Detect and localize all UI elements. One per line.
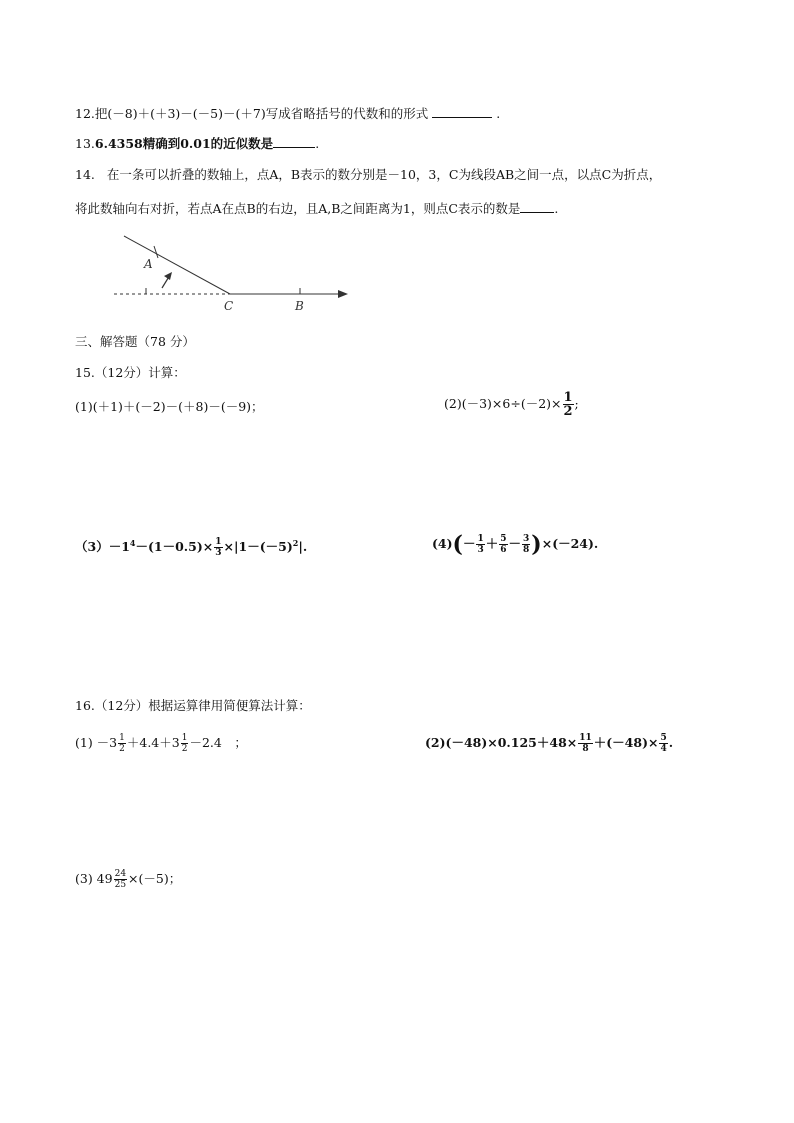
q15-p3-exp: 4 (129, 538, 136, 548)
tick-a (154, 246, 158, 258)
q16-p2-mid: ＋(－48)× (593, 735, 659, 750)
frac-den: 3 (477, 545, 484, 555)
frac-den: 4 (660, 744, 667, 754)
q14-number: 14. (75, 167, 95, 182)
frac-den: 8 (523, 545, 530, 555)
question-14-line-2 (75, 199, 558, 218)
q16-p1-mid: ＋4.4＋3 (126, 735, 180, 750)
question-13 (75, 134, 319, 153)
frac-den: 8 (582, 744, 589, 754)
frac-num: 11 (579, 733, 592, 743)
q12-number: 12. (75, 106, 95, 121)
frac-den: 25 (114, 880, 127, 890)
q14-line2: 将此数轴向右对折，若点A在点B的右边，且A,B之间距离为1，则点C表示的数是 (75, 201, 521, 216)
q15-title: 15.（12分）计算： (75, 365, 186, 380)
fraction-11-8 (578, 733, 593, 754)
q16-part-2 (425, 733, 673, 754)
q15-p4-pre: (4) (432, 536, 453, 551)
frac-den: 3 (215, 548, 222, 559)
q14-end: . (554, 201, 559, 216)
fraction-3-8 (522, 534, 530, 555)
frac-num: 1 (215, 537, 222, 548)
fraction-5-4 (659, 733, 667, 754)
left-paren: ( (452, 531, 463, 558)
q16-p2-pre: (2)(－48)×0.125＋48× (425, 735, 578, 750)
q16-part-1 (75, 733, 247, 754)
frac-den: 6 (500, 545, 507, 555)
q15-part-2 (444, 391, 579, 418)
label-b: B (295, 299, 304, 313)
frac-den: 2 (563, 404, 573, 419)
fraction-1-2-a (118, 733, 126, 754)
label-a: A (144, 257, 153, 271)
q16-p1-pre: (1) －3 (75, 735, 118, 750)
q15-p3-exp2: 2 (292, 538, 299, 548)
q15-p4-sign-c: － (508, 536, 522, 551)
q15-p3-mid: －(1－0.5)× (135, 539, 214, 555)
fraction-5-6 (499, 534, 507, 555)
q15-p2-end: ; (574, 396, 579, 411)
q15-p3-post: ×|1－(－5) (223, 539, 293, 555)
q16-p1-end: －2.4 ； (189, 735, 247, 750)
question-14-line-1 (75, 166, 661, 184)
q15-p2-expr: (2)(－3)×6÷(－2)× (444, 396, 562, 411)
frac-num: 5 (500, 534, 507, 544)
q15-p4-sign-b: ＋ (485, 536, 499, 551)
fraction-one-half (563, 391, 574, 418)
q15-p4-sign-a: － (462, 536, 476, 551)
q14-answer-blank[interactable] (520, 199, 554, 213)
q16-p3-pre: (3) 49 (75, 871, 113, 886)
fraction-1-2-b (181, 733, 189, 754)
question-12 (75, 104, 500, 123)
q15-part-4 (432, 531, 599, 558)
frac-num: 5 (660, 733, 667, 743)
right-paren: ) (531, 531, 542, 558)
frac-num: 1 (563, 390, 573, 405)
frac-den: 2 (181, 744, 188, 754)
q15-p3-pre: （3）－1 (75, 539, 130, 555)
frac-den: 2 (119, 744, 125, 754)
q15-p4-end: ×(－24). (541, 536, 599, 551)
q12-text: 把(－8)＋(＋3)－(－5)－(＋7)写成省略括号的代数和的形式 (94, 106, 429, 121)
q14-line1: 在一条可以折叠的数轴上，点A，B表示的数分别是－10，3，C为线段AB之间一点，以点C为折点， (106, 167, 662, 182)
frac-num: 1 (477, 534, 484, 544)
q13-number: 13. (75, 136, 95, 151)
frac-num: 1 (181, 733, 188, 743)
q16-p3-end: ×(－5)； (128, 871, 182, 886)
frac-num: 1 (119, 733, 125, 743)
q13-text: 6.4358精确到0.01的近似数是 (94, 136, 274, 151)
section-3-title: 三、解答题（78 分） (75, 334, 195, 349)
frac-num: 24 (114, 869, 127, 879)
q15-p3-end: |. (298, 539, 308, 555)
q16-p2-end: . (668, 735, 674, 750)
fraction-1-3 (476, 534, 484, 555)
q15-part-1: (1)(＋1)＋(－2)－(＋8)－(－9)； (75, 399, 264, 414)
q16-title: 16.（12分）根据运算律用简便算法计算： (75, 698, 311, 713)
q13-answer-blank[interactable] (273, 134, 315, 148)
arrow-head-icon (338, 290, 348, 298)
fraction-one-third (214, 537, 222, 558)
q16-part-3 (75, 869, 181, 890)
frac-num: 3 (523, 534, 530, 544)
q12-answer-blank[interactable] (432, 104, 492, 118)
folded-segment (124, 236, 230, 294)
folded-number-line-figure (110, 228, 360, 318)
q13-end: . (315, 136, 320, 151)
q12-end: . (496, 106, 501, 121)
label-c: C (224, 299, 234, 313)
fraction-24-25 (114, 869, 127, 890)
q15-part-3 (75, 534, 307, 558)
